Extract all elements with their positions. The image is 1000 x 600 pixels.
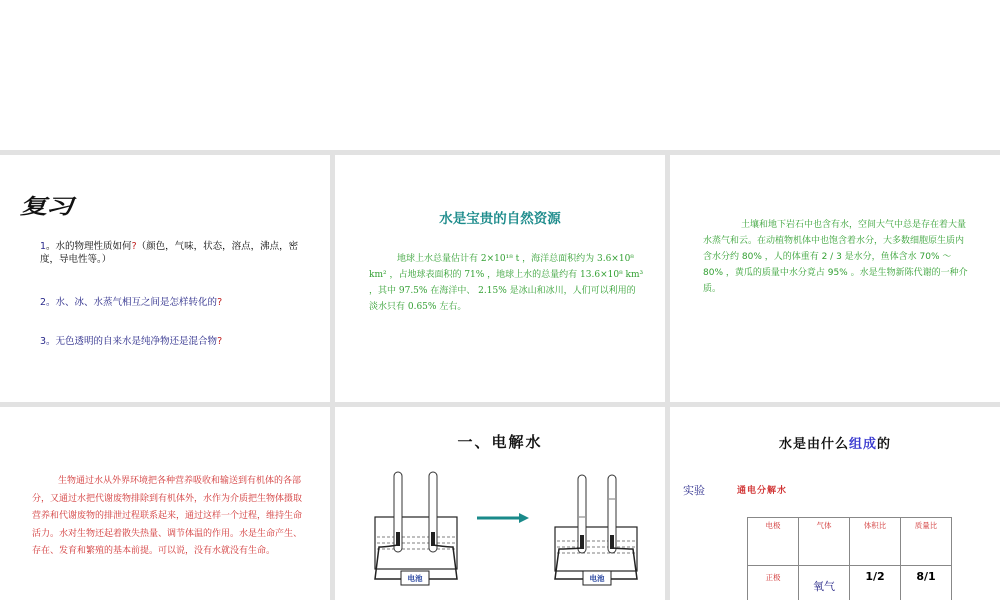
electrolysis-diagram <box>335 407 665 600</box>
slide-4-body: 生物通过水从外界环境把各种营养吸收和输送到有机体的各部分，又通过水把代谢废物排除到有机体外，水作为介质把生物体摄取营养和代谢废物的排泄过程联系起来，通过这样一个过程，维持生命活力。水对生物还起着散失热量、调节体温的作用。水是生命产生、存在、发育和繁殖的基本前提。可以说，没有水就没有生命。 <box>32 476 303 556</box>
question-1-detail: （颜色，气味，状态，溶点，沸点，密度，导电性等。） <box>40 241 299 265</box>
header-gas: 气体 <box>799 518 850 566</box>
question-2-number: 2 <box>40 297 47 308</box>
cell-volume-ratio: 1/2 <box>850 566 901 600</box>
apparatus-before <box>375 472 457 585</box>
cell-gas: 氧气 <box>799 566 850 600</box>
question-3-text: 。无色透明的自来水是纯净物还是混合物 <box>46 336 218 347</box>
slide-2-body: 地球上水总量估计有 2×10¹⁸ t ，海洋总面积约为 3.6×10⁸ km² ，占地球表面积的 71% ，地球上水的总量约有 13.6×10⁸ km³ ，其中 97.5% 在海洋中、 2.15% 是冰山和冰川，人们可以利用的淡水只有 0.65% 左右。 <box>369 254 644 312</box>
table-header-row <box>748 518 952 566</box>
experiment-label: 实验 <box>683 484 705 497</box>
question-3-mark: ? <box>217 336 223 347</box>
slide-5-title: 一、电解水 <box>457 433 543 451</box>
slide-6-title-highlight: 组成 <box>848 437 877 452</box>
question-3-number: 3 <box>40 336 47 347</box>
battery-label-right: 电池 <box>589 574 605 583</box>
table-row <box>748 566 952 600</box>
slide-6-title <box>670 433 1000 452</box>
question-3 <box>40 335 222 348</box>
header-electrode: 电极 <box>748 518 799 566</box>
question-1-text: 。水的物理性质如何 <box>46 241 132 252</box>
slide-water-composition[interactable] <box>670 407 1000 600</box>
slide-3-body: 土壤和地下岩石中也含有水，空间大气中总是存在着大量水蒸气和云。在动植物机体中也饱含着水分，大多数细胞原生质内含水分约 80% ，人的体重有 2 / 3 是水分，鱼体含水 70% ～ 80% ，黄瓜的质量中水分竟占 95% 。水是生物新陈代谢的一种介质。 <box>703 220 968 294</box>
header-volume-ratio: 体积比 <box>850 518 901 566</box>
slide-water-in-nature[interactable] <box>670 155 1000 402</box>
review-title: 复习 <box>17 193 78 219</box>
slide-electrolysis[interactable] <box>335 407 665 600</box>
electrolysis-table <box>747 517 952 600</box>
process-arrow <box>477 513 529 523</box>
question-1-number: 1 <box>40 241 47 252</box>
battery-label-left: 电池 <box>407 574 423 583</box>
question-2-text: 。水、冰、水蒸气相互之间是怎样转化的 <box>46 297 218 308</box>
cell-electrode: 正极 <box>748 566 799 600</box>
question-2 <box>40 296 222 309</box>
slide-review[interactable] <box>0 155 330 402</box>
experiment-name: 通电分解水 <box>737 486 788 496</box>
question-2-mark: ? <box>217 297 223 308</box>
slide-2-title: 水是宝贵的自然资源 <box>439 211 561 227</box>
slide-water-resource[interactable] <box>335 155 665 402</box>
header-mass-ratio: 质量比 <box>901 518 952 566</box>
apparatus-after <box>555 475 637 585</box>
question-1 <box>40 240 300 266</box>
top-blank-area <box>0 0 1000 150</box>
cell-mass-ratio: 8/1 <box>901 566 952 600</box>
question-1-mark: ? <box>131 241 137 252</box>
slide-6-title-post: 的 <box>877 437 892 452</box>
slide-water-and-life[interactable] <box>0 407 330 600</box>
slide-6-title-pre: 水是由什么 <box>778 437 849 452</box>
